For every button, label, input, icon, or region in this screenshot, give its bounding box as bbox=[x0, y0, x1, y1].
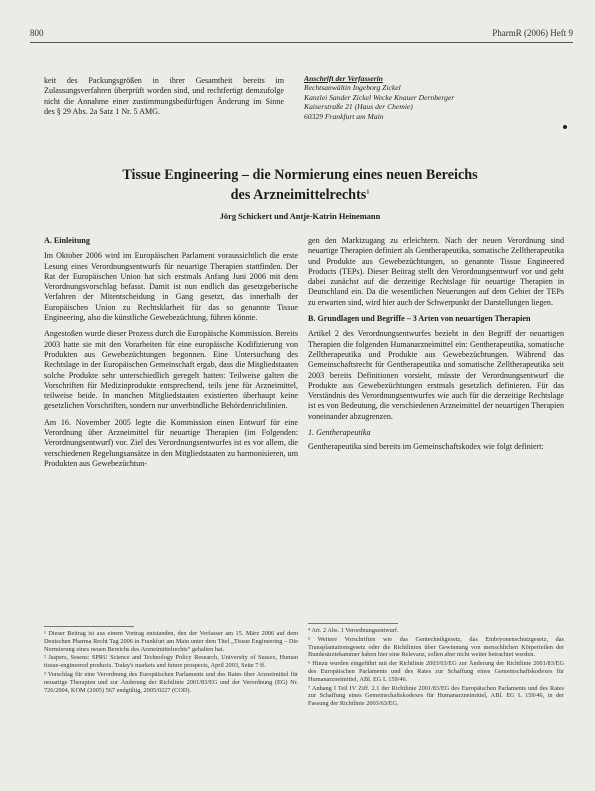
page-number: 800 bbox=[30, 28, 44, 38]
author-address-line: 60329 Frankfurt am Main bbox=[304, 111, 384, 121]
author-address-title: Anschrift der Verfasserin bbox=[304, 74, 383, 83]
body-paragraph: Gentherapeutika sind bereits im Gemeinschaftskodex wie folgt definiert: bbox=[308, 442, 544, 452]
author-address-line: Kaiserstraße 21 (Haus der Chemie) bbox=[304, 102, 413, 112]
body-paragraph: Am 16. November 2005 legte die Kommission einen Entwurf für eine Verordnung über Arzneimittel für neuartige Therapien (im Folgenden: Verordnungsentwurf) vor. Ziel des Verordnungsentwurfes ist es vor allem, die verschiedenen Regelungsansätze in den Mitgliedstaaten zu harmonisieren, um Produkten aus Gewebezüchtun- bbox=[44, 417, 298, 468]
journal-reference: PharmR (2006) Heft 9 bbox=[492, 28, 573, 38]
article-title-line-1: Tissue Engineering – die Normierung eines neuen Bereichs bbox=[122, 167, 478, 183]
footnote: ² Jaspers, Sesens: SPRU Science and Technology Policy Research, University of Sussex, Human tissue-engineered products. Today's markets and future prospects, April 2003, Seite 7 ff. bbox=[44, 654, 298, 670]
footnote: ⁵ Weitere Vorschriften wie das Gentechnikgesetz, das Embryonenschutzgesetz, das Transplantationsgesetz oder die Richtlinien über Gewinnung von menschlichen Körperteilen der Bundesärztekammer haben hier eine Relevanz, sollen aber nicht weiter betrachtet werden. bbox=[308, 635, 564, 659]
article-authors: Jörg Schickert und Antje-Katrin Heinemann bbox=[219, 212, 381, 221]
author-address-line: Rechtsanwältin Ingeborg Zickel bbox=[304, 83, 401, 93]
footnote: ⁷ Anhang I Teil IV Ziff. 2.1 der Richtlinie 2001/83/EG des Europäischen Parlaments und des Rates zur Schaffung eines Gemeinschaftskodexes für Humanarzneimittel, ABl. EG L 159/46, in der Fassung der Richtlinie 2003/63/EG. bbox=[308, 684, 564, 708]
footnote: ⁶ Hinzu wurden eingeführt mit der Richtlinie 2003/63/EG zur Änderung der Richtlinie 2001/83/EG des Europäischen Parlaments und des Rates zur Schaffung eines Gemeinschaftskodexes für Humanarzneimittel, ABl. EG L 159/46. bbox=[308, 660, 564, 683]
header-rule bbox=[30, 42, 573, 43]
author-address-block bbox=[304, 74, 534, 121]
article-title-line-2 bbox=[40, 186, 560, 204]
bullet-mark bbox=[563, 125, 567, 129]
section-heading-b: B. Grundlagen und Begriffe – 3 Arten von neuartigen Therapien bbox=[308, 314, 531, 324]
body-paragraph: Artikel 2 des Verordnungsentwurfes bezieht in den Begriff der neuartigen Therapien die folgenden Humanarzneimittel ein: Gentherapeutika, somatische Zelltherapeutika und Produkte aus Gewebezüchtungen. Während das Gemeinschaftsrecht für Gentherapeutika und somatische Zelltherapeutika seit 2003 bereits Definitionen vorsieht, müsste der Verordnungsentwurf die Produkte aus Gewebezüchtungen erstmals gesetzlich definieren. Für das Verständnis des Verordnungsentwurfes wie auch für die derzeitige Rechtslage ist es von Bedeutung, die verschiedenen Arzneimittel der neuartigen Therapien voneinander abzugrenzen. bbox=[308, 329, 564, 421]
footnotes-left bbox=[44, 630, 298, 695]
footnote-rule bbox=[44, 626, 134, 627]
footnotes-right bbox=[308, 627, 564, 709]
article-title-text: des Arzneimittelrechts bbox=[230, 187, 367, 203]
footnote: ¹ Dieser Beitrag ist aus einem Vortrag entstanden, den der Verfasser am 15. März 2006 auf dem Deutschen Pharma Recht Tag 2006 in Frankfurt am Main unter dem Titel „Tissue Engineering – Die Normierung eines neuen Bereichs des Arzneimittelrechts“ gehalten hat. bbox=[44, 630, 298, 653]
body-paragraph: Angestoßen wurde dieser Prozess durch die Europäische Kommission. Bereits 2003 hatte sie mit den Vorarbeiten für eine europäische Kodifizierung von Produkten aus Gewebezüchtungen begonnen. Eine Untersuchung des Rechtslage in der Europäischen Gemeinschaft ergab, dass die Mitgliedstaaten solche Produkte sehr unterschiedlich geregelt hatten: Teilweise galten die Vorschriften für Medizinprodukte entsprechend, teils jene für Arzneimittel, teilweise beide. In manchen Mitgliedstaaten existierten überhaupt keine gesetzlichen Vorschriften, sondern nur unverbindliche Behördenrichtlinien. bbox=[44, 329, 298, 411]
right-column bbox=[308, 236, 564, 453]
section-heading-a: A. Einleitung bbox=[44, 236, 90, 245]
footnote: ⁴ Art. 2 Abs. 1 Verordnungsentwurf. bbox=[308, 627, 399, 634]
footnote: ³ Vorschlag für eine Verordnung des Europäischen Parlaments und des Rates über Arzneimittel für neuartige Therapien und zur Änderung der Richtlinie 2001/83/EG und der Verordnung (EG) Nr. 726/2004, KOM (2005) 567 endgültig, 2005/0227 (COD). bbox=[44, 670, 298, 694]
body-paragraph: gen den Marktzugang zu erleichtern. Nach der neuen Verordnung sind neuartige Therapien definiert als Gentherapeutika, somatische Zelltherapeutika und Produkte aus Gewebezüchtungen, so genannte Tissue Engineered Products (TEPs). Dieser Beitrag stellt den Verordnungsentwurf vor und geht dabei zunächst auf die derzeitige Rechtslage für neuartige Therapien in Deutschland ein. Da die wesentlichen Neuerungen auf dem Gebiet der TEPs zu erwarten sind, wird hier auch der Schwerpunkt der Darstellungen liegen. bbox=[308, 236, 564, 307]
subsection-heading: 1. Gentherapeutika bbox=[308, 428, 371, 438]
left-column bbox=[44, 236, 298, 469]
continuation-text-block bbox=[44, 76, 284, 123]
footnote-rule bbox=[308, 623, 398, 624]
body-paragraph: Im Oktober 2006 wird im Europäischen Parlament voraussichtlich die erste Lesung eines Verordnungsentwurfs für neuartige Therapien stattfinden. Der Rat der Europäischen Union hat sich erstmals Anfang Juni 2006 mit dem Verordnungsvorschlag befasst. Damit ist nun endlich das gesetzgeberische Verfahren der Mitentscheidung in Gang gesetzt, das innerhalb der Europäischen Union zu Rechtsklarheit für das so genannte Tissue Engineering, also die künstliche Gewebezüchtung, führen könnte. bbox=[44, 251, 298, 323]
author-address-line: Kanzlei Sander Zickel Wecke Knauer Dernberger bbox=[304, 92, 455, 102]
title-footnote-marker: 1 bbox=[366, 189, 370, 196]
continuation-paragraph: keit des Packungsgrößen in ihrer Gesamtheit bereits im Zulassungsverfahren überprüft worden sind, und rechtfertigt demzufolge nicht die Annahme einer zustimmungsbedürftigen Änderung im Sinne des § 29 Abs. 2a Satz 1 Nr. 5 AMG. bbox=[44, 76, 284, 116]
